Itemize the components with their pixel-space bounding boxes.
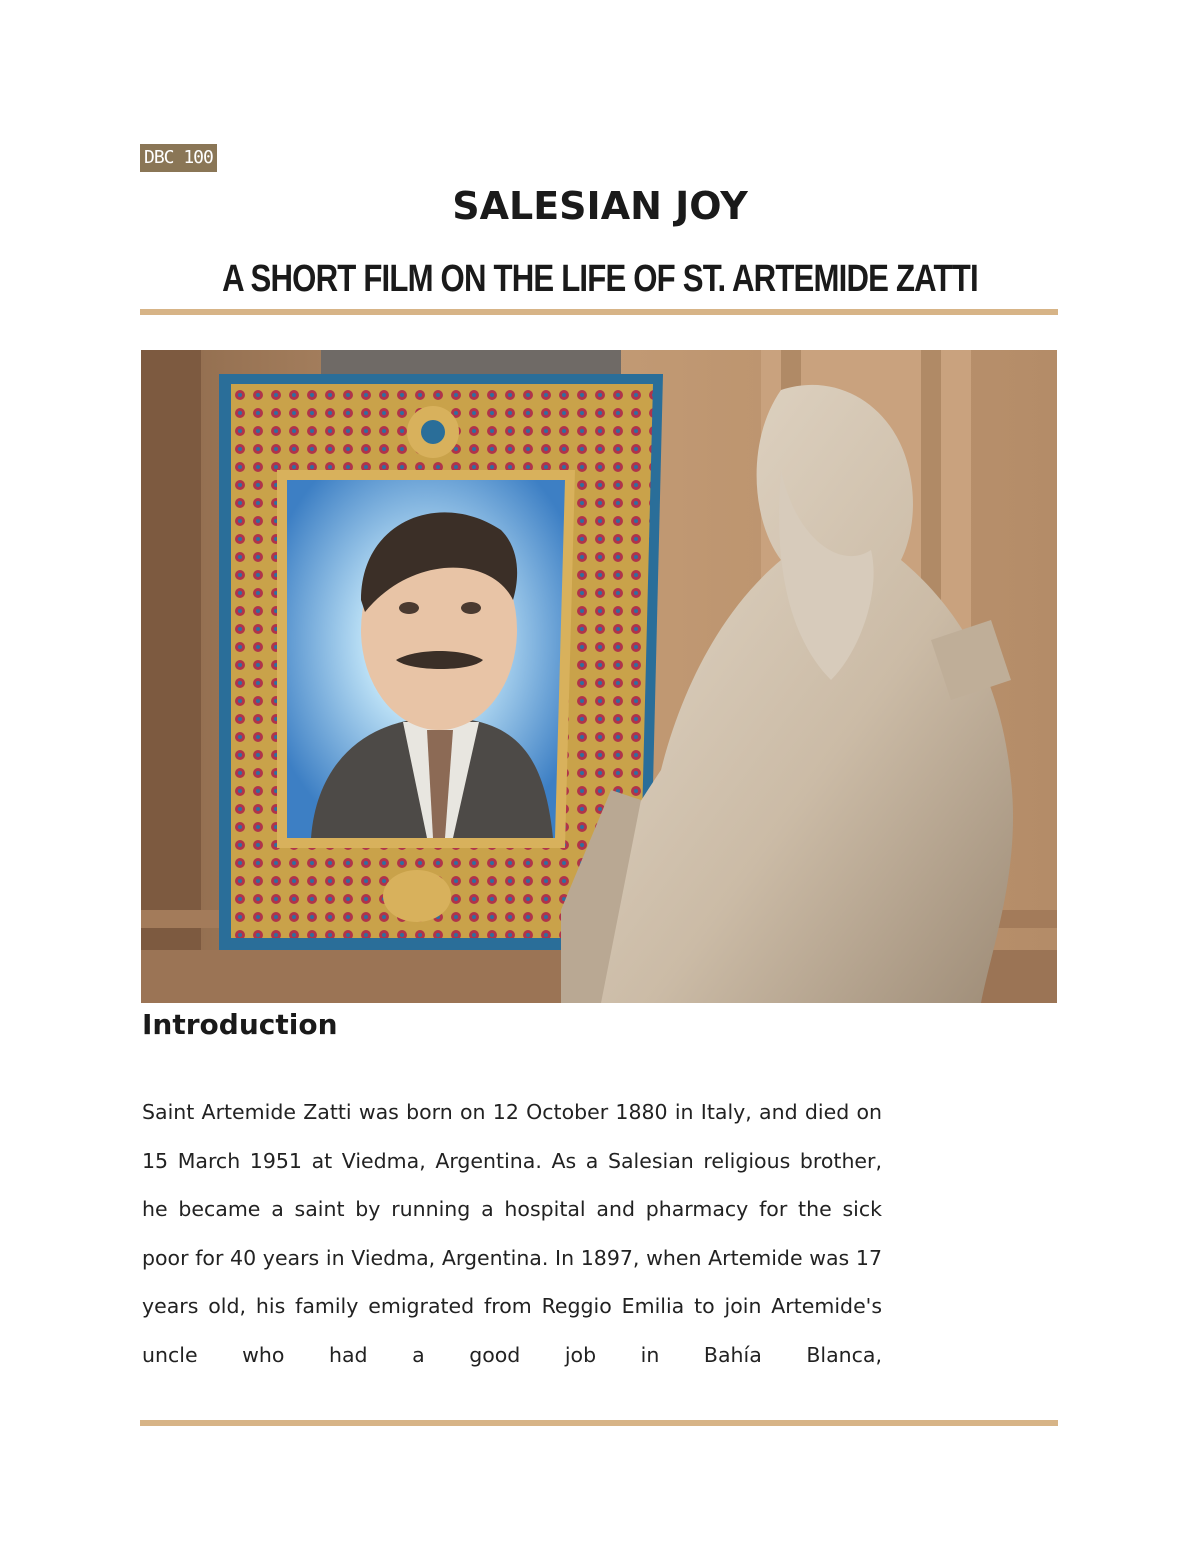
introduction-heading: Introduction [142,1008,338,1041]
document-title: SALESIAN JOY [452,184,748,228]
document-subtitle: A SHORT FILM ON THE LIFE OF ST. ARTEMIDE ZATTI [222,258,978,300]
tapestry-and-statue-photo [141,350,1057,1003]
introduction-paragraph: Saint Artemide Zatti was born on 12 October 1880 in Italy, and died on 15 March 1951 at Viedma, Argentina. As a Salesian religious brother, he became a saint by running a hospital and pharmacy for the sick poor for 40 years in Viedma, Argentina. In 1897, when Artemide was 17 years old, his family emigrated from Reggio Emilia to join Artemide's uncle who had a good job in Bahía Blanca, [142,1100,882,1367]
top-divider-rule [140,309,1058,315]
dbc-100-badge: DBC 100 [140,144,217,172]
bottom-divider-rule [140,1420,1058,1426]
